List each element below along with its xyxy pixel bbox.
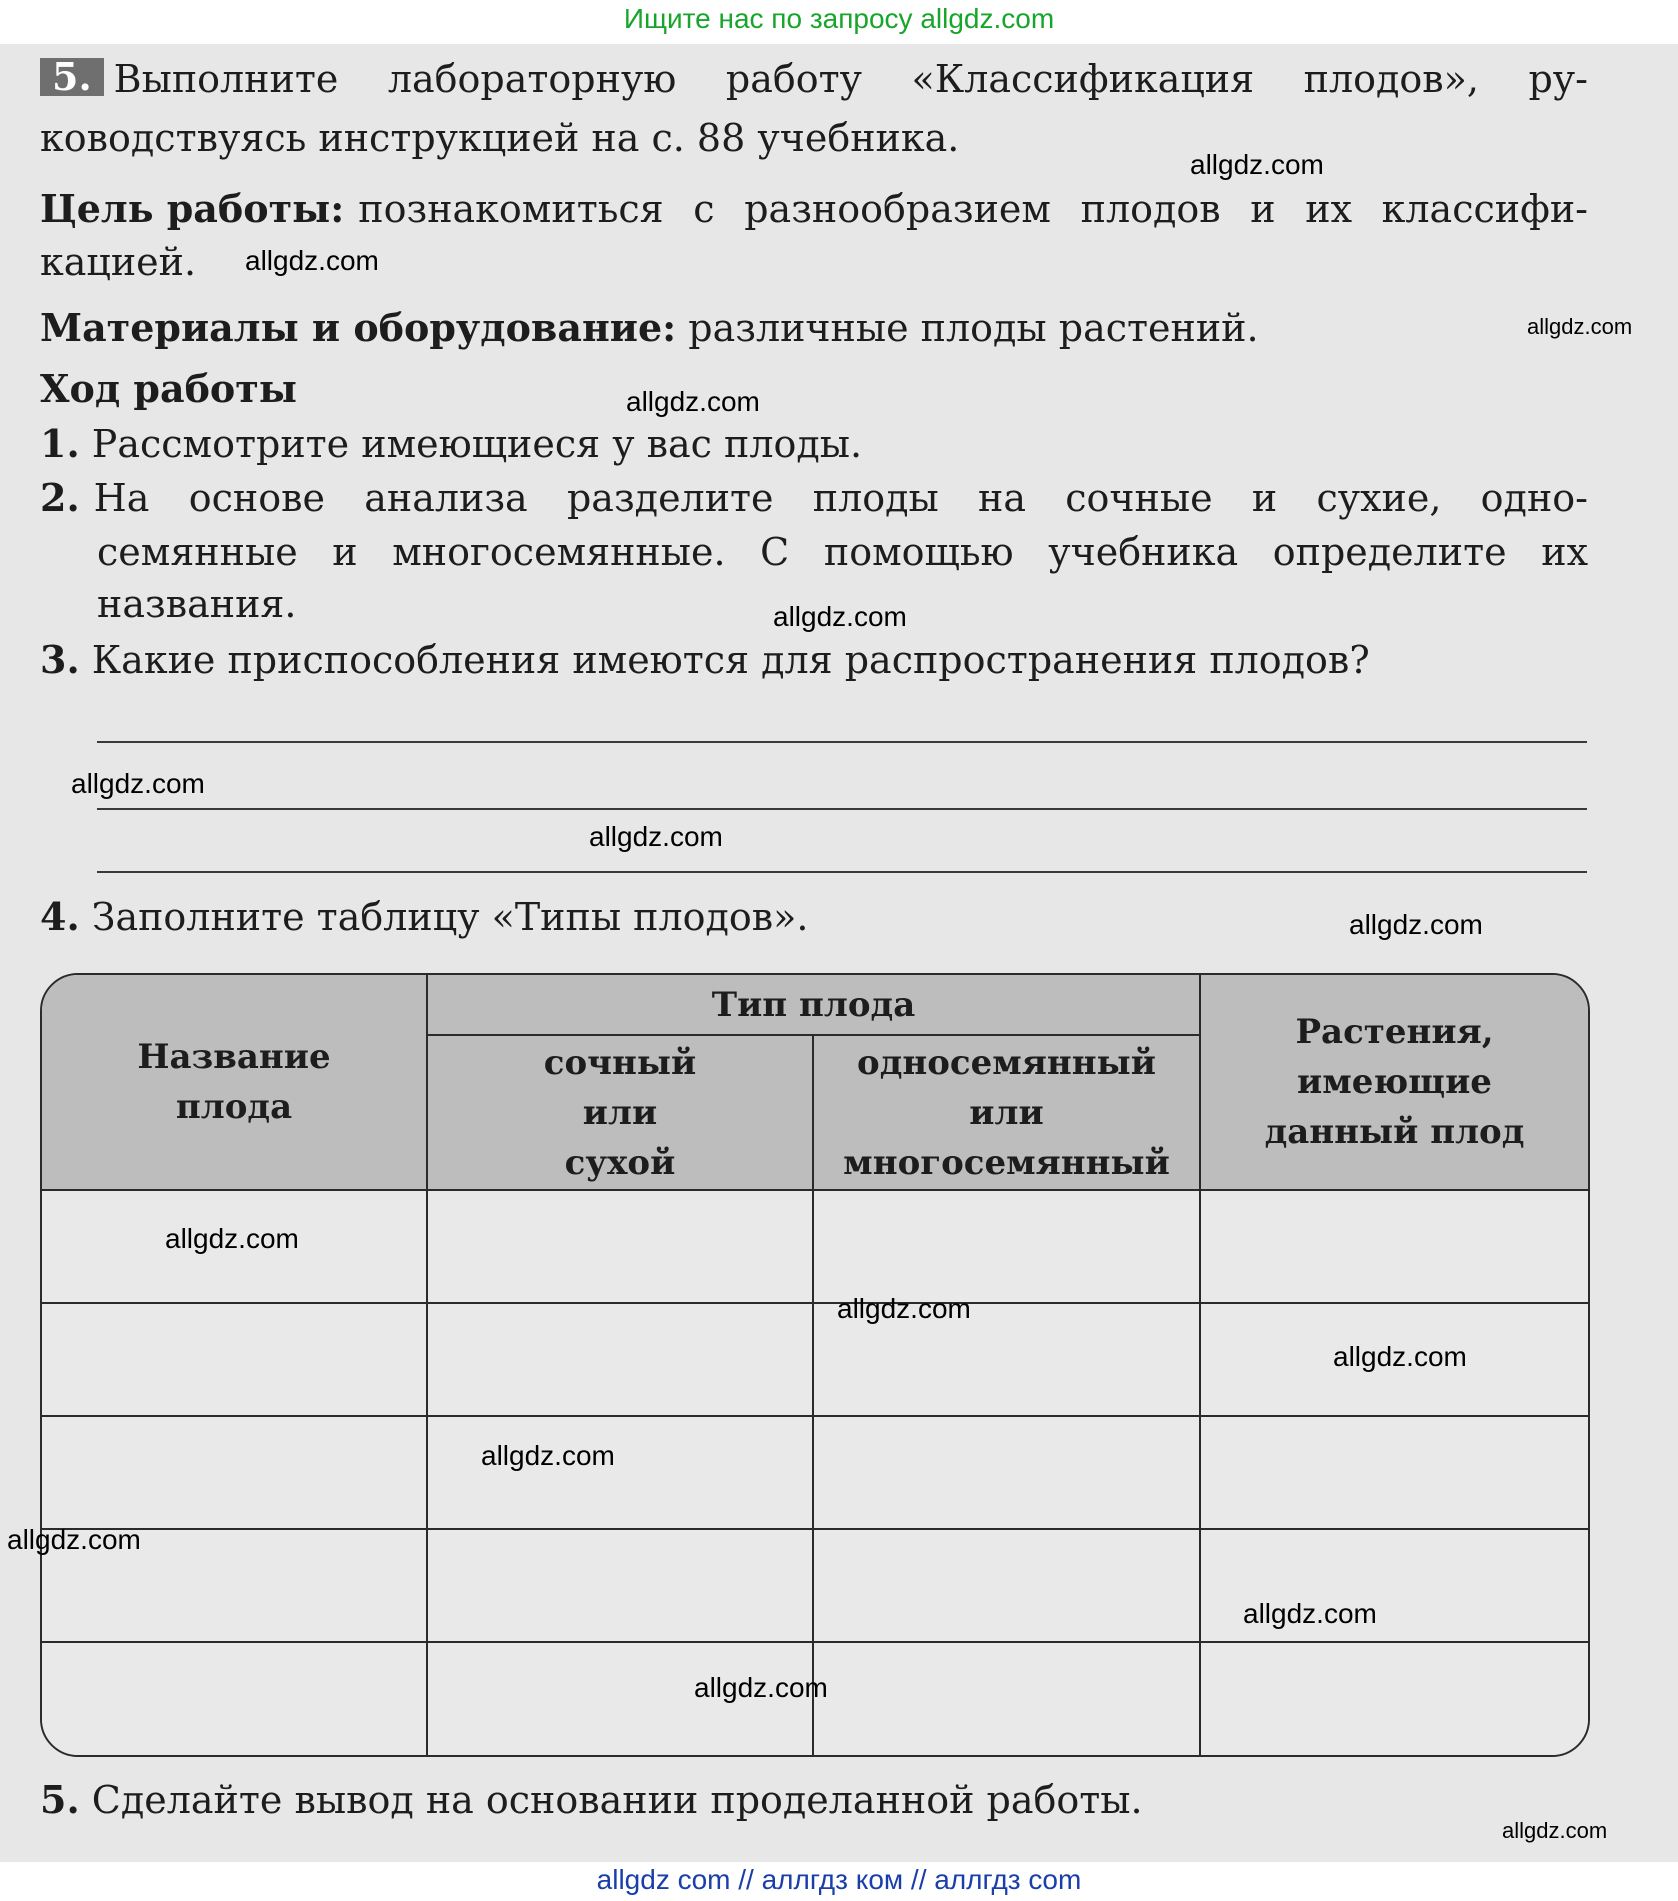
materials-line xyxy=(40,304,1259,352)
cell-plants[interactable] xyxy=(1200,1416,1588,1529)
cell-seed-count[interactable] xyxy=(813,1642,1200,1755)
watermark: allgdz.com xyxy=(7,1524,141,1555)
watermark: allgdz.com xyxy=(589,821,723,852)
header-seed-count: односемянный или многосемянный xyxy=(813,1035,1200,1190)
watermark: allgdz.com xyxy=(71,768,205,799)
step-text: Рассмотрите имеющиеся у вас плоды. xyxy=(91,422,863,466)
watermark: allgdz.com xyxy=(165,1223,299,1254)
answer-line-3[interactable] xyxy=(97,871,1587,873)
goal-line1 xyxy=(40,185,1588,233)
cell-plants[interactable] xyxy=(1200,1190,1588,1303)
step-4 xyxy=(40,893,809,941)
cell-plants[interactable] xyxy=(1200,1642,1588,1755)
header-fruit-name: Название плода xyxy=(42,975,427,1190)
step-5 xyxy=(40,1776,1143,1824)
task-number-badge: 5. xyxy=(40,58,104,96)
watermark: allgdz.com xyxy=(1243,1598,1377,1629)
watermark: allgdz.com xyxy=(1190,149,1324,180)
procedure-title: Ход работы xyxy=(40,366,297,411)
top-banner[interactable]: Ищите нас по запросу allgdz.com xyxy=(0,0,1678,44)
watermark: allgdz.com xyxy=(773,601,907,632)
cell-juicy-or-dry[interactable] xyxy=(427,1416,813,1529)
answer-line-2[interactable] xyxy=(97,808,1587,810)
task-intro-line1 xyxy=(40,55,1588,103)
task-intro-text: Выполните лабораторную работу «Классификация плодов», ру- xyxy=(113,57,1588,101)
step-text: На основе анализа разделите плоды на сочные и сухие, одно- xyxy=(93,476,1588,520)
step-2-line3: названия. xyxy=(97,582,297,626)
watermark: allgdz.com xyxy=(245,245,379,276)
bottom-banner[interactable]: allgdz com // аллгдз ком // аллгдз com xyxy=(0,1862,1678,1901)
cell-seed-count[interactable] xyxy=(813,1416,1200,1529)
watermark: allgdz.com xyxy=(1333,1341,1467,1372)
goal-text: познакомиться с разнообразием плодов и их классифи- xyxy=(358,187,1588,231)
cell-fruit-name[interactable] xyxy=(42,1303,427,1416)
cell-fruit-name[interactable] xyxy=(42,1642,427,1755)
step-number: 5. xyxy=(40,1777,80,1822)
watermark: allgdz.com xyxy=(1527,314,1633,339)
materials-label: Материалы и оборудование: xyxy=(40,305,677,350)
cell-juicy-or-dry[interactable] xyxy=(427,1303,813,1416)
cell-juicy-or-dry[interactable] xyxy=(427,1190,813,1303)
step-number: 3. xyxy=(40,637,80,682)
step-1 xyxy=(40,420,862,468)
watermark: allgdz.com xyxy=(626,386,760,417)
header-fruit-type: Тип плода xyxy=(427,975,1200,1035)
step-3 xyxy=(40,636,1370,684)
table-row xyxy=(42,1416,1588,1529)
cell-seed-count[interactable] xyxy=(813,1190,1200,1303)
watermark: allgdz.com xyxy=(837,1293,971,1324)
goal-line2: кацией. xyxy=(40,240,197,284)
cell-seed-count[interactable] xyxy=(813,1529,1200,1642)
step-number: 4. xyxy=(40,894,80,939)
step-text: Сделайте вывод на основании проделанной работы. xyxy=(91,1778,1143,1822)
step-2-line1 xyxy=(40,474,1588,522)
step-text: семянные и многосемянные. С помощью учебника определите их xyxy=(97,530,1588,574)
cell-juicy-or-dry[interactable] xyxy=(427,1529,813,1642)
header-juicy-or-dry: сочный или сухой xyxy=(427,1035,813,1190)
task-intro-line2: ководствуясь инструкцией на с. 88 учебника. xyxy=(40,116,960,160)
watermark: allgdz.com xyxy=(1502,1818,1608,1843)
answer-line-1[interactable] xyxy=(97,741,1587,743)
goal-label: Цель работы: xyxy=(40,186,345,231)
materials-text: различные плоды растений. xyxy=(688,306,1259,350)
watermark: allgdz.com xyxy=(694,1672,828,1703)
step-number: 1. xyxy=(40,421,80,466)
step-text: Какие приспособления имеются для распространения плодов? xyxy=(91,638,1370,682)
cell-fruit-name[interactable] xyxy=(42,1416,427,1529)
step-2-line2 xyxy=(97,528,1588,576)
watermark: allgdz.com xyxy=(1349,909,1483,940)
step-number: 2. xyxy=(40,475,80,520)
header-plants: Растения, имеющие данный плод xyxy=(1200,975,1588,1190)
watermark: allgdz.com xyxy=(481,1440,615,1471)
step-text: Заполните таблицу «Типы плодов». xyxy=(91,895,809,939)
